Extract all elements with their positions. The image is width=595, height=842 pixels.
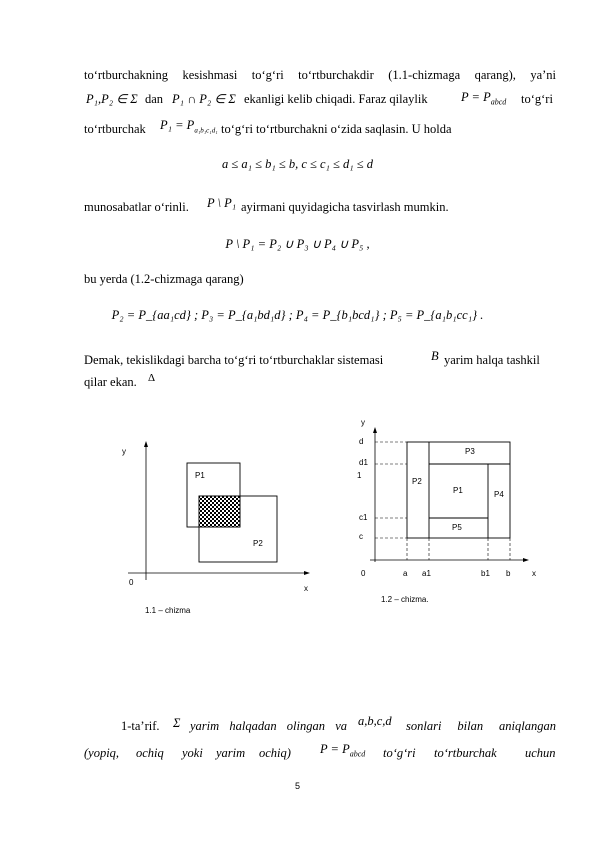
fig2-label-a1: a1 xyxy=(422,569,431,578)
formula-b: B xyxy=(431,349,439,363)
paragraph-line-1: to‘rtburchakning kesishmasi to‘g‘ri to‘rtburchakdir (1.1-chizmaga qarang), ya’ni xyxy=(84,68,556,82)
fig1-caption: 1.1 – chizma xyxy=(145,606,191,615)
subscript-a1b1c1d1: a₁b₁c₁d₁ xyxy=(194,126,218,135)
fig2-p1-label: P1 xyxy=(453,486,463,495)
definition-abcd: a,b,c,d xyxy=(358,714,392,728)
definition-tortburchak: to‘rtburchak xyxy=(434,746,497,760)
formula-inequalities: a ≤ a₁ ≤ b₁ ≤ b, c ≤ c₁ ≤ d₁ ≤ d xyxy=(222,157,373,171)
text-munosabatlar: munosabatlar o‘rinli. xyxy=(84,200,189,214)
definition-subscript-abcd: abcd xyxy=(349,749,366,759)
text-dan: dan xyxy=(145,92,164,106)
fig1-y-label: y xyxy=(122,447,126,456)
fig2-y-arrow xyxy=(373,427,377,433)
definition-uchun: uchun xyxy=(525,746,556,760)
fig1-p1-label: P1 xyxy=(195,471,205,480)
fig1-y-arrow xyxy=(144,441,148,447)
fig2-label-a: a xyxy=(403,569,408,578)
fig2-caption: 1.2 – chizma. xyxy=(381,595,429,604)
text-bu-yerda: bu yerda (1.2-chizmaga qarang) xyxy=(84,272,244,286)
fig2-p3-label: P3 xyxy=(465,447,475,456)
fig2-label-b1: b1 xyxy=(481,569,490,578)
formula-rectangles: P₂ = P_{aa₁cd} ; P₃ = P_{a₁bd₁d} ; P₄ = P_{b₁bcd₁} ; P₅ = P_{a₁b₁cc₁} . xyxy=(111,308,484,322)
formula-difference: P \ P₁ xyxy=(207,196,237,210)
fig2-label-d: d xyxy=(359,437,364,446)
fig2-x-arrow xyxy=(523,558,529,562)
fig2-y-label: y xyxy=(361,418,365,427)
end-of-proof-symbol: Δ xyxy=(148,372,156,384)
figure-1-1 xyxy=(110,440,320,620)
definition-ochiq: ochiq xyxy=(136,746,164,760)
fig2-label-1: 1 xyxy=(357,471,362,480)
fig2-label-d1: d1 xyxy=(359,458,368,467)
definition-title: 1-ta’rif. xyxy=(121,719,160,733)
fig1-x-label: x xyxy=(304,584,308,593)
text-ayirmani: ayirmani quyidagicha tasvirlash mumkin. xyxy=(241,200,449,214)
definition-togri: to‘g‘ri xyxy=(383,746,416,760)
fig1-intersection xyxy=(199,496,240,527)
fig2-p2-label: P2 xyxy=(412,477,422,486)
definition-yoki: yoki xyxy=(182,746,203,760)
figure-1-2 xyxy=(345,412,550,612)
formula-intersection: P₁ ∩ P₂ ∈ Σ xyxy=(172,92,236,106)
definition-text-2: sonlari bilan aniqlangan xyxy=(406,719,556,733)
text-ekanligi: ekanligi kelib chiqadi. Faraz qilaylik xyxy=(244,92,428,106)
fig2-label-c1: c1 xyxy=(359,513,368,522)
formula-union: P \ P₁ = P₂ ∪ P₃ ∪ P₄ ∪ P₅ , xyxy=(225,237,370,251)
fig2-p4-label: P4 xyxy=(494,490,504,499)
fig1-origin: 0 xyxy=(129,578,134,587)
text-togri: to‘g‘ri xyxy=(521,92,553,106)
subscript-abcd: abcd xyxy=(490,97,507,107)
text-qilar-ekan: qilar ekan. xyxy=(84,375,137,389)
definition-text-1: yarim halqadan olingan va xyxy=(190,719,347,733)
text-yarim-halqa: yarim halqa tashkil xyxy=(444,353,540,367)
definition-yopiq: (yopiq, xyxy=(84,746,120,760)
fig2-label-c: c xyxy=(359,532,363,541)
fig2-x-label: x xyxy=(532,569,536,578)
formula-p-abcd: $P = P_{abcd}$ xyxy=(461,90,507,107)
definition-ochiq-paren: ochiq) xyxy=(259,746,291,760)
page-number: 5 xyxy=(294,781,300,791)
text-tortburchak: to‘rtburchak xyxy=(84,122,146,136)
text-demak: Demak, tekislikdagi barcha to‘g‘ri to‘rtburchaklar sistemasi xyxy=(84,353,384,367)
fig1-x-arrow xyxy=(304,571,310,575)
definition-sigma: Σ xyxy=(173,716,181,730)
formula-p1-p2-in-sigma: P₁,P₂ ∈ Σ xyxy=(86,92,138,106)
formula-p1-def: $P_1 = P_{a_1b_1c_1d_1}$ xyxy=(160,118,218,135)
fig2-label-b: b xyxy=(506,569,511,578)
definition-p-abcd: $P = P_{abcd}$ xyxy=(320,742,366,759)
text-saqlasin: to‘g‘ri to‘rtburchakni o‘zida saqlasin. U holda xyxy=(221,122,452,136)
fig2-p5-label: P5 xyxy=(452,523,462,532)
fig1-p2-label: P2 xyxy=(253,539,263,548)
definition-yarim: yarim xyxy=(216,746,246,760)
fig2-origin: 0 xyxy=(361,569,366,578)
